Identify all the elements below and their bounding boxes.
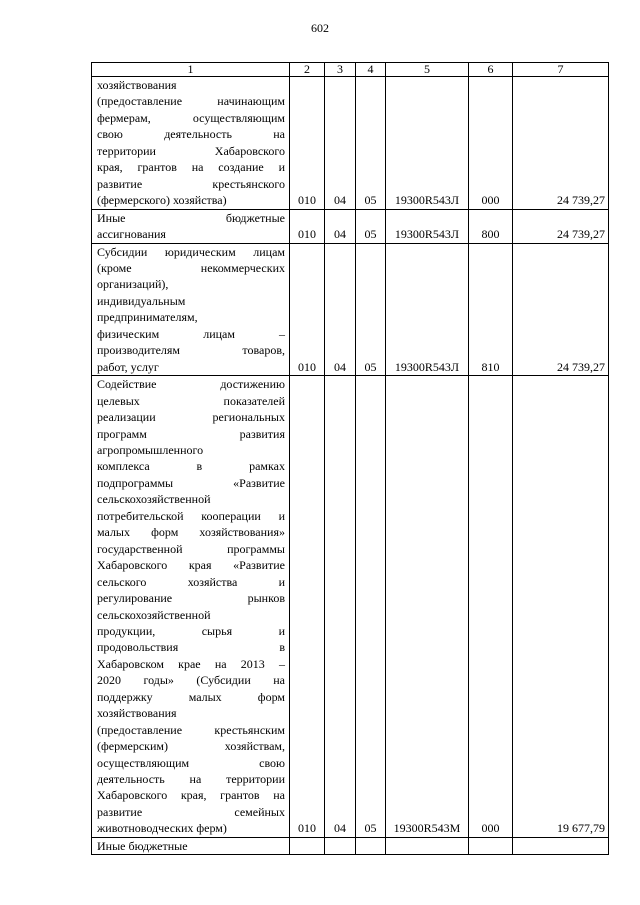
expense-type-code: 000: [469, 376, 513, 838]
section-code: 04: [325, 243, 356, 376]
description-line: подпрограммы «Развитие: [97, 475, 285, 490]
description-line: ассигнования: [97, 227, 166, 242]
table-body: [92, 77, 609, 855]
table-row: [92, 209, 609, 243]
subsection-code: 05: [356, 376, 386, 838]
header-cell-2: 2: [290, 63, 325, 77]
target-article-code: [386, 837, 469, 854]
description-line: поддержку малых форм: [97, 689, 285, 704]
expense-type-code: 810: [469, 243, 513, 376]
description-line: хозяйствования: [97, 706, 177, 721]
ministry-code: [290, 837, 325, 854]
row-description: [92, 77, 290, 210]
subsection-code: 05: [356, 77, 386, 210]
description-line: потребительской кооперации и: [97, 508, 285, 523]
description-line: осуществляющим свою: [97, 755, 285, 770]
target-article-code: 19300R543Л: [386, 209, 469, 243]
description-line: Содействие достижению: [97, 377, 285, 392]
description-line: хозяйствования: [97, 78, 177, 92]
description-line: сельского хозяйства и: [97, 574, 285, 589]
header-cell-3: 3: [325, 63, 356, 77]
row-description: [92, 209, 290, 243]
description-line: территории Хабаровского: [97, 143, 285, 158]
expense-type-code: 000: [469, 77, 513, 210]
description-line: Хабаровском крае на 2013 –: [97, 656, 285, 671]
description-line: животноводческих ферм): [97, 821, 227, 836]
description-line: производителям товаров,: [97, 343, 285, 358]
section-code: 04: [325, 376, 356, 838]
row-description: [92, 376, 290, 838]
subsection-code: 05: [356, 209, 386, 243]
amount-value: [513, 837, 609, 854]
description-line: Иные бюджетные: [97, 210, 285, 225]
description-line: (предоставление крестьянским: [97, 722, 285, 737]
section-code: [325, 837, 356, 854]
description-line: продукции, сырья и: [97, 623, 285, 638]
table-row: [92, 243, 609, 376]
description-line: продовольствия в: [97, 640, 285, 655]
description-line: регулирование рынков: [97, 591, 285, 606]
description-line: сельскохозяйственной: [97, 607, 211, 622]
budget-table: [91, 62, 609, 855]
description-line: целевых показателей: [97, 393, 285, 408]
target-article-code: 19300R543Л: [386, 77, 469, 210]
description-line: фермерам, осуществляющим: [97, 110, 285, 125]
header-cell-5: 5: [386, 63, 469, 77]
section-code: 04: [325, 77, 356, 210]
table-row: [92, 376, 609, 838]
table-row: [92, 77, 609, 210]
description-line: индивидуальным: [97, 293, 186, 308]
header-cell-1: 1: [92, 63, 290, 77]
ministry-code: 010: [290, 209, 325, 243]
description-line: предпринимателям,: [97, 310, 198, 325]
description-line: Хабаровского края «Развитие: [97, 558, 285, 573]
subsection-code: 05: [356, 243, 386, 376]
amount-value: 24 739,27: [513, 209, 609, 243]
description-line: физическим лицам –: [97, 326, 285, 341]
description-line: программ развития: [97, 426, 285, 441]
description-line: Иные бюджетные: [97, 838, 188, 853]
description-line: работ, услуг: [97, 359, 159, 374]
target-article-code: 19300R543М: [386, 376, 469, 838]
description-line: края, грантов на создание и: [97, 160, 285, 175]
description-line: государственной программы: [97, 541, 285, 556]
header-cell-7: 7: [513, 63, 609, 77]
table-row: [92, 837, 609, 854]
row-description: [92, 837, 290, 854]
ministry-code: 010: [290, 77, 325, 210]
description-line: свою деятельность на: [97, 127, 285, 142]
amount-value: 24 739,27: [513, 243, 609, 376]
description-line: деятельность на территории: [97, 772, 285, 787]
expense-type-code: 800: [469, 209, 513, 243]
ministry-code: 010: [290, 243, 325, 376]
table-header-row: [92, 63, 609, 77]
description-line: агропромышленного: [97, 442, 204, 457]
amount-value: 19 677,79: [513, 376, 609, 838]
subsection-code: [356, 837, 386, 854]
description-line: малых форм хозяйствования»: [97, 525, 285, 540]
description-line: реализации региональных: [97, 410, 285, 425]
ministry-code: 010: [290, 376, 325, 838]
row-description: [92, 243, 290, 376]
description-line: комплекса в рамках: [97, 459, 285, 474]
description-line: Хабаровского края, грантов на: [97, 788, 285, 803]
description-line: (предоставление начинающим: [97, 94, 285, 109]
header-cell-6: 6: [469, 63, 513, 77]
description-line: 2020 годы» (Субсидии на: [97, 673, 285, 688]
description-line: сельскохозяйственной: [97, 492, 211, 507]
description-line: Субсидии юридическим лицам: [97, 244, 285, 259]
description-line: организаций),: [97, 277, 169, 292]
amount-value: 24 739,27: [513, 77, 609, 210]
section-code: 04: [325, 209, 356, 243]
description-line: развитие крестьянского: [97, 176, 285, 191]
description-line: (кроме некоммерческих: [97, 260, 285, 275]
description-line: развитие семейных: [97, 804, 285, 819]
expense-type-code: [469, 837, 513, 854]
header-cell-4: 4: [356, 63, 386, 77]
target-article-code: 19300R543Л: [386, 243, 469, 376]
description-line: (фермерским) хозяйствам,: [97, 739, 285, 754]
description-line: (фермерского) хозяйства): [97, 193, 227, 208]
page-number: 602: [311, 21, 329, 35]
